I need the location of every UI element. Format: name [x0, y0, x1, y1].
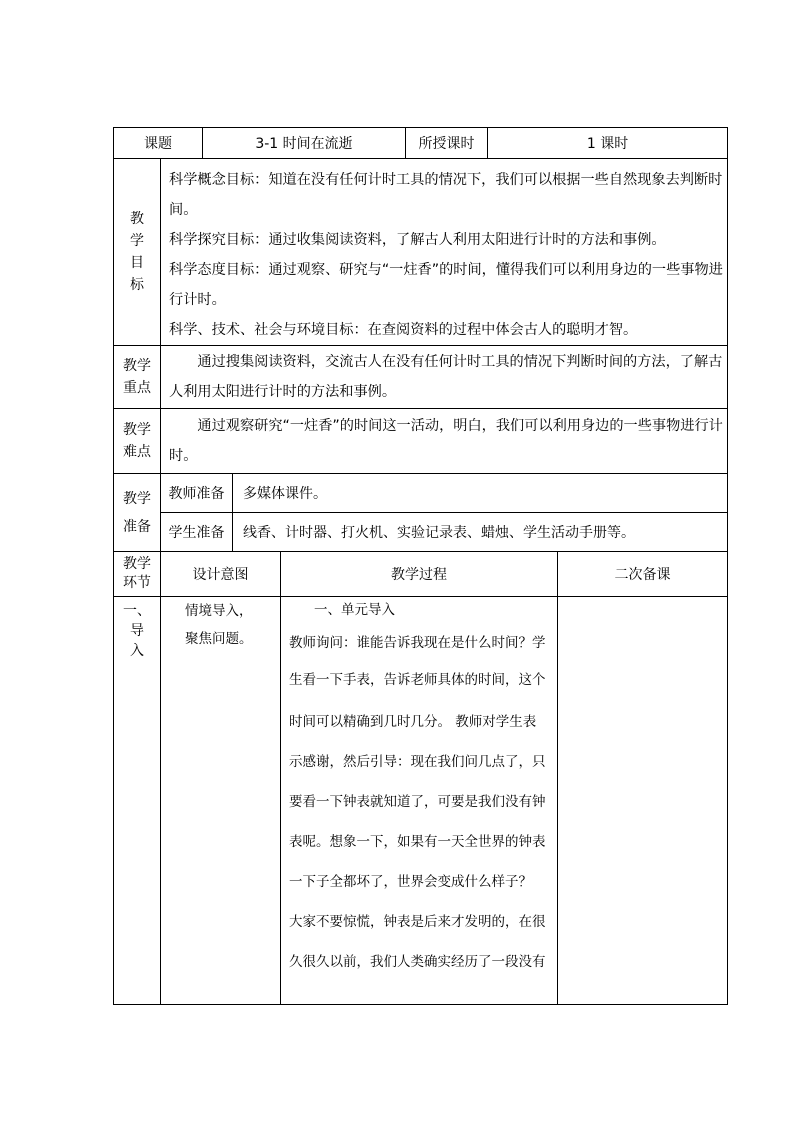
course-title: 3-1 时间在流逝 [203, 128, 406, 159]
goals-label: 教 学 目 标 [114, 159, 161, 346]
stage1-design: 情境导入， 聚焦问题。 [161, 597, 281, 1005]
lesson-plan-table [113, 127, 728, 1005]
difficulties-row [114, 409, 728, 474]
teacher-prep-row [114, 474, 728, 513]
stage1-title: 一、单元导入 [314, 602, 395, 618]
hours-label: 所授课时 [406, 128, 488, 159]
process-header-row [114, 552, 728, 597]
teacher-prep-value: 多媒体课件。 [233, 474, 728, 513]
key-points-content: 通过搜集阅读资料，交流古人在没有任何计时工具的情况下判断时间的方法，了解古人利用太阳进行计时的方法和事例。 [161, 346, 728, 409]
goals-row [114, 159, 728, 346]
goals-content [161, 159, 728, 346]
student-prep-row [114, 513, 728, 552]
stage1-row [114, 597, 728, 1005]
preparation-label: 教学 准备 [114, 474, 161, 552]
student-prep-label: 学生准备 [161, 513, 233, 552]
difficulties-content: 通过观察研究“一炷香”的时间这一活动，明白，我们可以利用身边的一些事物进行计时。 [161, 409, 728, 474]
process-column-label: 教学过程 [281, 552, 558, 597]
goal-attitude: 科学态度目标：通过观察、研究与“一炷香”的时间，懂得我们可以利用身边的一些事物进行计时。 [169, 262, 723, 308]
key-points-label: 教学 重点 [114, 346, 161, 409]
goal-sts: 科学、技术、社会与环境目标：在查阅资料的过程中体会古人的聪明才智。 [169, 322, 638, 338]
goal-inquiry: 科学探究目标：通过收集阅读资料，了解古人利用太阳进行计时的方法和事例。 [169, 232, 666, 248]
stage1-backup [558, 597, 728, 1005]
hours-value: 1 课时 [488, 128, 728, 159]
header-row [114, 128, 728, 159]
stage-column-label: 教学 环节 [114, 552, 161, 597]
student-prep-value: 线香、计时器、打火机、实验记录表、蜡烛、学生活动手册等。 [233, 513, 728, 552]
stage1-label: 一、 导 入 [114, 597, 161, 1005]
key-points-row [114, 346, 728, 409]
teacher-prep-label: 教师准备 [161, 474, 233, 513]
difficulties-label: 教学 难点 [114, 409, 161, 474]
course-label: 课题 [114, 128, 203, 159]
design-column-label: 设计意图 [161, 552, 281, 597]
goal-concept: 科学概念目标：知道在没有任何计时工具的情况下，我们可以根据一些自然现象去判断时间。 [169, 172, 723, 218]
backup-column-label: 二次备课 [558, 552, 728, 597]
stage1-process: 一、单元导入 教师询问：谁能告诉我现在是什么时间？学 生看一下手表，告诉老师具体的时间，这个 时间可以精确到几时几分。 教师对学生表 示感谢，然后引导：现在我们问几点了，只 要看一下钟表就知道了，可要是我们没有钟 表呢。想象一下，如果有一天全世界的钟表 一下子全都坏了，世界会变成什么样子？ 大家不要惊慌，钟表是后来才发明的，在很 久很久以前，我们人类确实经历了一段没有 [281, 597, 558, 1005]
